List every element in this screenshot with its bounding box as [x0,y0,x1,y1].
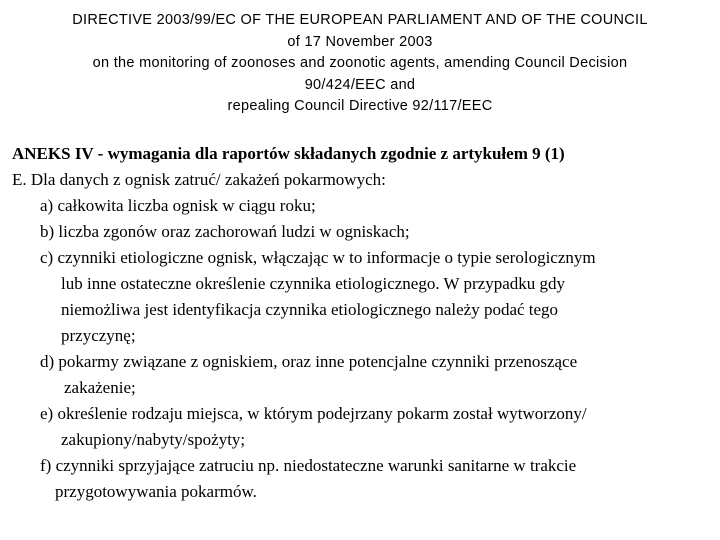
list-item-c: c) czynniki etiologiczne ognisk, włączając w to informacje o typie serologicznym [40,248,596,267]
header-line-decision-ref: 90/424/EEC and [304,76,416,93]
list-item-c-continuation: lub inne ostateczne określenie czynnika etiologicznego. W przypadku gdy [61,274,566,293]
section-e-heading: E. Dla danych z ognisk zatruć/ zakażeń pokarmowych: [12,170,386,189]
list-item-e-continuation: zakupiony/nabyty/spożyty; [61,430,246,449]
list-item-f-continuation: przygotowywania pokarmów. [55,482,257,501]
header-line-directive-title: DIRECTIVE 2003/99/EC OF THE EUROPEAN PARLIAMENT AND OF THE COUNCIL [72,12,648,28]
list-item-d: d) pokarmy związane z ogniskiem, oraz inne potencjalne czynniki przenoszące [40,352,578,371]
annex-title: ANEKS IV - wymagania dla raportów składanych zgodnie z artykułem 9 (1) [12,144,565,163]
list-item-b: b) liczba zgonów oraz zachorowań ludzi w ogniskach; [40,222,410,241]
list-item-a: a) całkowita liczba ognisk w ciągu roku; [40,196,316,215]
header-line-date: of 17 November 2003 [287,33,433,50]
header-line-subject: on the monitoring of zoonoses and zoonotic agents, amending Council Decision [92,55,628,71]
list-item-e: e) określenie rodzaju miejsca, w którym podejrzany pokarm został wytworzony/ [40,404,587,423]
list-item-d-continuation: zakażenie; [64,378,136,397]
list-item-c-continuation: niemożliwa jest identyfikacja czynnika etiologicznego należy podać tego [61,300,559,319]
header-line-repealing: repealing Council Directive 92/117/EEC [227,98,493,114]
list-item-c-continuation: przyczynę; [61,326,136,345]
list-item-f: f) czynniki sprzyjające zatruciu np. niedostateczne warunki sanitarne w trakcie [40,456,577,475]
directive-header [0,10,720,118]
annex-body [0,141,720,505]
